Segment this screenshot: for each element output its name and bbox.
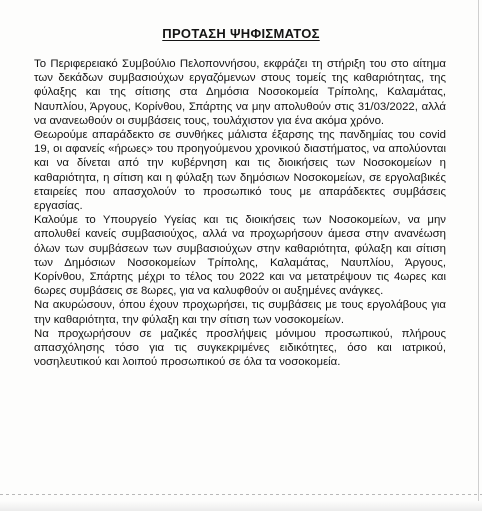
- page-edge: [478, 0, 479, 511]
- scan-bottom-shade: [0, 501, 482, 511]
- paragraph-ministry-call: Καλούμε το Υπουργείο Υγείας και τις διοικήσεις των Νοσοκομείων, να μην απολυθεί κανείς συμβασιούχος, αλλά να προχωρήσουν άμεσα στην ανανέωση όλων των συμβάσεων των συμβασιούχων στην καθαριότητα, φύλαξη και σίτιση των Δημόσιων Νοσοκομείων Τρίπολης, Καλαμάτας, Ναυπλίου, Άργους, Κορίνθου, Σπάρτης μέχρι το τέλος του 2022 και να μετατρέψουν τις 4ωρες και 6ωρες συμβάσεις σε 8ωρες, για να καλυφθούν οι αυξημένες ανάγκες.: [34, 214, 446, 298]
- document-title: [0, 26, 482, 41]
- scan-artifact-line: [0, 494, 482, 495]
- paragraph-covid-concern: Θεωρούμε απαράδεκτο σε συνθήκες μάλιστα έξαρσης της πανδημίας του covid 19, οι αφανείς «ήρωες» του προηγούμενου χρονικού διαστήματος, να απολύονται και να δίνεται από την κυβέρνηση και τις διοικήσεις των Νοσοκομείων η καθαριότητα, η σίτιση και η φύλαξη των δημόσιων Νοσοκομείων, σε εργολαβικές εταιρείες που απασχολούν το προσωπικό τους με απαράδεκτες συμβάσεις εργασίας.: [34, 129, 446, 213]
- paragraph-cancel-contracts: Να ακυρώσουν, όπου έχουν προχωρήσει, τις συμβάσεις με τους εργολάβους για την καθαριότητα, την φύλαξη και την σίτιση των νοσοκομείων.: [34, 299, 446, 326]
- paragraph-support-statement: Το Περιφερειακό Συμβούλιο Πελοποννήσου, εκφράζει τη στήριξη του στο αίτημα των δεκάδων συμβασιούχων εργαζόμενων στους τομείς της καθαριότητας, της φύλαξης και της σίτισης στα Δημόσια Νοσοκομεία Τρίπολης, Καλαμάτας, Ναυπλίου, Άργους, Κορίνθου, Σπάρτης να μην απολυθούν στις 31/03/2022, αλλά να ανανεωθούν οι συμβάσεις τους, τουλάχιστον για ένα ακόμα χρόνο.: [34, 58, 446, 127]
- document-body: [34, 57, 446, 369]
- paragraph-permanent-hiring: Να προχωρήσουν σε μαζικές προσλήψεις μόνιμου προσωπικού, πλήρους απασχόλησης τόσο για τις συγκεκριμένες ειδικότητες, όσο και ιατρικού, νοσηλευτικού και λοιπού προσωπικού σε όλα τα νοσοκομεία.: [34, 327, 446, 369]
- document-title-text: ΠΡΟΤΑΣΗ ΨΗΦΙΣΜΑΤΟΣ: [162, 26, 320, 41]
